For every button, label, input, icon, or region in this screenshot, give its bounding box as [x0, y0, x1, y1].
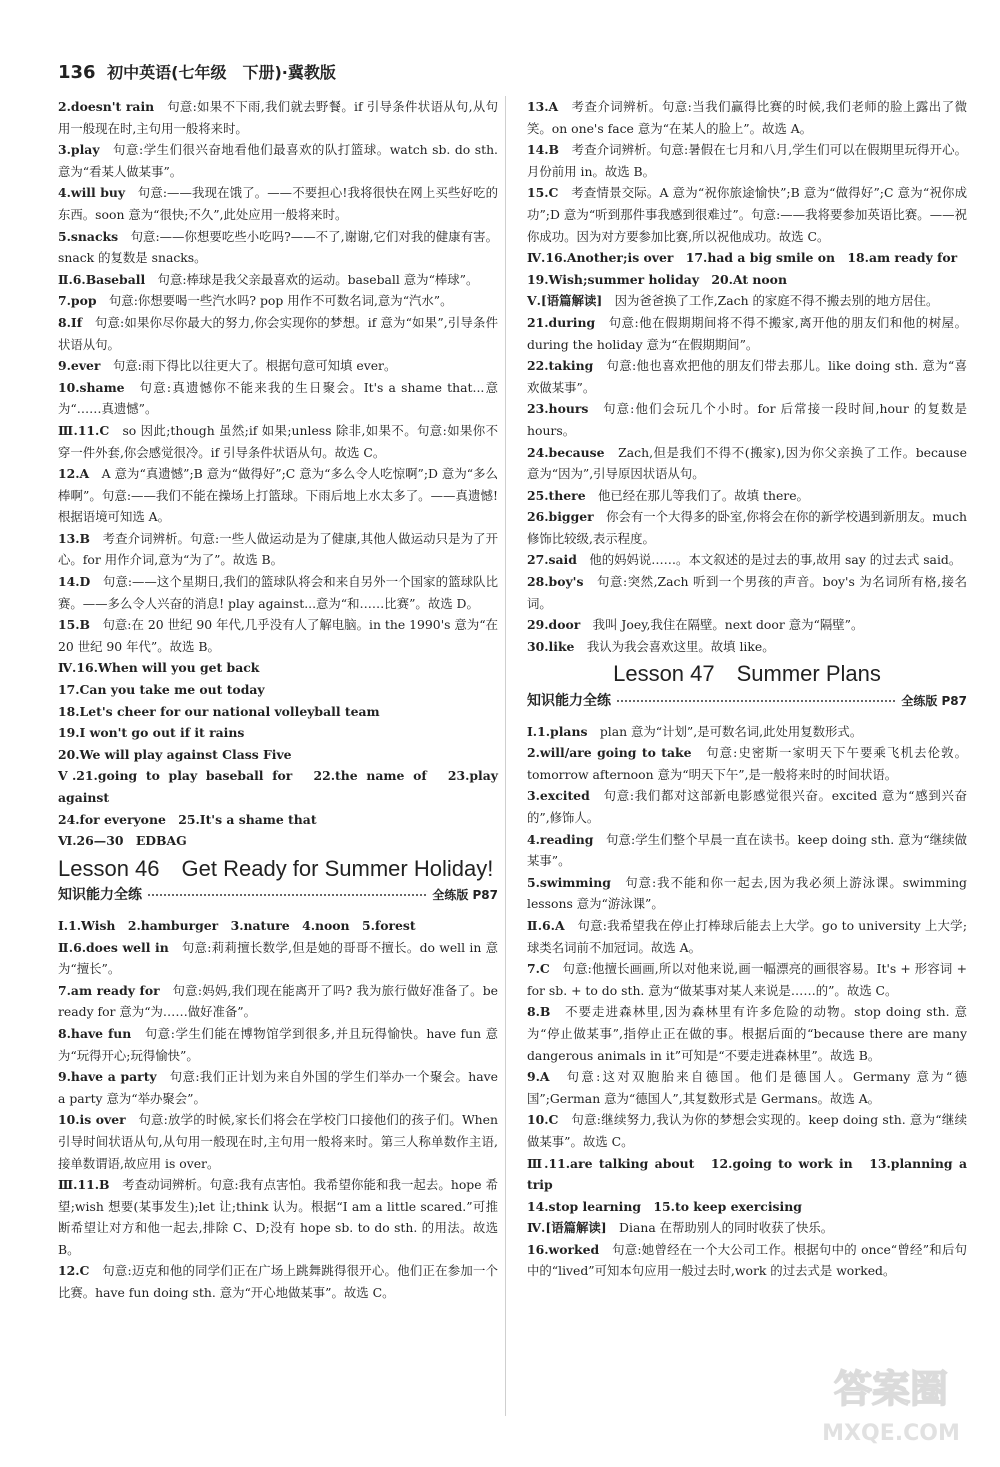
answer-key: Ⅰ.1.plans — [527, 723, 588, 739]
answer-explanation: 句意:雨下得比以往更大了。根据句意可知填 ever。 — [100, 358, 397, 374]
answer-explanation: 我叫 Joey,我住在隔壁。next door 意为“隔壁”。 — [580, 617, 864, 633]
answer-explanation: 句意:他们会玩几个小时。for 后常接一段时间,hour 的复数是 hours。 — [527, 401, 967, 438]
answer-item — [527, 872, 967, 915]
answer-key: 10.C — [527, 1112, 559, 1128]
answer-explanation: 不要走进森林里,因为森林里有许多危险的动物。stop doing sth. 意为“停止做某事”,指停止正在做的事。根据后面的“because there are many dangerous animals in it”可知是“不要走进森林里”。故选 B。 — [527, 1004, 967, 1063]
answer-key: 30.like — [527, 638, 575, 654]
lesson47-section-title: 知识能力全练 — [527, 693, 611, 710]
answer-explanation: 句意:——我现在饿了。——不要担心!我将很快在网上买些好吃的东西。soon 意为“很快;不久”,此处应用一般将来时。 — [58, 185, 498, 222]
answer-key: 18.Let's cheer for our national volleyball team — [58, 703, 380, 719]
answer-explanation: 句意:我们正计划为来自外国的学生们举办一个聚会。have a party 意为“举办聚会”。 — [58, 1069, 499, 1106]
answer-item — [527, 442, 967, 485]
answer-key: 10.is over — [58, 1112, 126, 1128]
watermark-url: MXQE.COM — [822, 1421, 960, 1446]
answer-item — [527, 1239, 967, 1282]
answer-key: 10.shame — [58, 379, 125, 395]
answer-explanation: 句意:学生们整个早晨一直在读书。keep doing sth. 意为“继续做某事”。 — [527, 831, 967, 869]
answer-item — [58, 657, 498, 679]
answer-key: 25.there — [527, 487, 586, 503]
answer-item — [58, 226, 498, 269]
answer-key: 9.ever — [58, 358, 101, 374]
answer-key: 4.will buy — [58, 185, 126, 201]
lesson46-title: Lesson 46 Get Ready for Summer Holiday! — [58, 855, 494, 881]
answer-key: 8.have fun — [58, 1025, 132, 1041]
answer-item — [58, 1066, 498, 1109]
answer-item — [527, 614, 967, 636]
answer-explanation: 句意:莉莉擅长数学,但是她的哥哥不擅长。do well in 意为“擅长”。 — [58, 939, 498, 977]
answer-item — [58, 765, 498, 808]
answer-explanation: 句意:棒球是我父亲最喜欢的运动。baseball 意为“棒球”。 — [145, 271, 479, 287]
answer-key: 3.play — [58, 142, 100, 158]
answer-item — [58, 614, 498, 657]
dotted-leader — [617, 699, 895, 702]
answer-explanation: 句意:我不能和你一起去,因为我必须上游泳课。swimming lessons 意为“游泳课”。 — [527, 874, 967, 912]
lesson47-page-ref: 全练版 P87 — [901, 694, 967, 709]
answer-item — [58, 1023, 498, 1066]
answer-key: 2.will/are going to take — [527, 745, 692, 761]
answer-explanation: 句意:他也喜欢把他的朋友们带去那儿。like doing sth. 意为“喜欢做某事”。 — [527, 358, 967, 395]
answer-item — [58, 139, 498, 182]
answer-explanation: 考查介词辨析。句意:当我们赢得比赛的时候,我们老师的脸上露出了微笑。on one's face 意为“在某人的脸上”。故选 A。 — [527, 99, 967, 136]
answer-item — [527, 829, 967, 872]
answer-item — [527, 506, 967, 549]
dotted-leader — [148, 893, 426, 896]
answer-key: 7.pop — [58, 293, 97, 309]
answer-key: Ⅲ.11.C — [58, 422, 110, 438]
answer-explanation: 句意:在 20 世纪 90 年代,几乎没有人了解电脑。in the 1990's 意为“在 20 世纪 90 年代”。故选 B。 — [58, 617, 498, 654]
lesson46-section-header — [58, 885, 498, 907]
answer-key: 13.B — [58, 530, 91, 546]
answer-item — [58, 377, 498, 420]
answer-key: 19.Wish;summer holiday 20.At noon — [527, 271, 787, 287]
answer-key: Ⅵ.26—30 EDBAG — [58, 833, 187, 849]
answer-key: 24.for everyone 25.It's a shame that — [58, 811, 317, 827]
lesson46-answers — [58, 915, 498, 1304]
answer-item — [527, 485, 967, 507]
answer-item — [58, 528, 498, 571]
answer-key: Ⅲ.11.are talking about 12.going to work in 13.planning a trip — [527, 1155, 967, 1193]
answer-item — [527, 247, 967, 269]
lesson47-answers — [527, 721, 967, 1282]
answer-key: 12.C — [58, 1263, 90, 1279]
answer-key: 22.taking — [527, 358, 594, 374]
answer-explanation: 句意:学生们能在博物馆学到很多,并且玩得愉快。have fun 意为“玩得开心;玩得愉快”。 — [58, 1025, 498, 1063]
answer-item — [527, 1001, 967, 1066]
answer-explanation: 句意:——你想要吃些小吃吗?——不了,谢谢,它们对我的健康有害。snack 的复数是 snacks。 — [58, 228, 498, 266]
answer-key: Ⅴ.21.going to play baseball for 22.the name of 23.play against — [58, 768, 498, 805]
answer-item — [527, 182, 967, 247]
answer-key: 5.swimming — [527, 874, 611, 890]
answer-explanation: 因为爸爸换了工作,Zach 的家庭不得不搬去别的地方居住。 — [602, 293, 939, 309]
answer-key: Ⅱ.6.does well in — [58, 939, 169, 955]
lesson45-answers — [58, 96, 498, 852]
answer-key: Ⅳ.16.When will you get back — [58, 660, 260, 676]
answer-item — [58, 290, 498, 312]
page-number: 136 — [58, 62, 96, 83]
answer-key: 28.boy's — [527, 574, 584, 590]
answer-key: 14.B — [527, 142, 560, 158]
answer-item — [527, 312, 967, 355]
lesson46-page-ref: 全练版 P87 — [432, 888, 498, 903]
answer-item — [58, 980, 498, 1023]
answer-item — [527, 355, 967, 398]
answer-explanation: 句意:我们都对这部新电影感觉很兴奋。excited 意为“感到兴奋的”,修饰人。 — [527, 788, 967, 825]
answer-item — [58, 182, 498, 225]
answer-item — [58, 679, 498, 701]
answer-explanation: 考查动词辨析。句意:我有点害怕。我希望你能和我一起去。hope 希望;wish 想要(某事发生);let 让;think 认为。根据“I am a little scared.”可推断希望让对方和他一起去,排除 C、D;没有 hope sb. to do sth. 的用法。故选 B。 — [58, 1177, 498, 1257]
answer-item — [58, 830, 498, 852]
answer-key: 13.A — [527, 99, 559, 114]
answer-explanation: 句意:她曾经在一个大公司工作。根据句中的 once“曾经”和后句中的“lived”可知本句应用一般过去时,work 的过去式是 worked。 — [527, 1241, 967, 1279]
answer-key: Ⅰ.1.Wish 2.hamburger 3.nature 4.noon 5.forest — [58, 917, 416, 933]
answer-key: 7.C — [527, 961, 550, 977]
answer-item — [58, 1260, 498, 1303]
answer-explanation: plan 意为“计划”,是可数名词,此处用复数形式。 — [587, 723, 863, 739]
answer-item — [58, 463, 498, 528]
answer-explanation: 句意:——这个星期日,我们的篮球队将会和来自另外一个国家的篮球队比赛。——多么令人兴奋的消息! play against...意为“和……比赛”。故选 D。 — [58, 574, 498, 611]
answer-explanation: 句意:如果不下雨,我们就去野餐。if 引导条件状语从句,从句用一般现在时,主句用一般将来时。 — [58, 99, 498, 136]
answer-key: 15.B — [58, 617, 91, 633]
answer-key: 5.snacks — [58, 228, 119, 244]
answer-item — [527, 636, 967, 658]
answer-explanation: 句意:学生们很兴奋地看他们最喜欢的队打篮球。watch sb. do sth. 意为“看某人做某事”。 — [58, 142, 498, 179]
page-header — [58, 60, 336, 83]
answer-key: 8.B — [527, 1004, 551, 1020]
answer-key: Ⅱ.6.Baseball — [58, 271, 146, 287]
answer-key: 27.said — [527, 552, 577, 568]
answer-key: 4.reading — [527, 831, 594, 847]
answer-key: 26.bigger — [527, 509, 594, 525]
answer-item — [527, 1217, 967, 1239]
answer-item — [527, 1109, 967, 1152]
answer-key: 21.during — [527, 314, 596, 330]
answer-explanation: 他的妈妈说……。本文叙述的是过去的事,故用 say 的过去式 said。 — [576, 552, 962, 568]
answer-explanation: 句意:妈妈,我们现在能离开了吗? 我为旅行做好准备了。be ready for 意为“为……做好准备”。 — [58, 982, 498, 1020]
answer-item — [527, 96, 967, 139]
answer-item — [527, 398, 967, 441]
answer-key: 29.door — [527, 617, 581, 633]
answer-key: Ⅲ.11.B — [58, 1177, 110, 1193]
answer-explanation: 考查介词辨析。句意:暑假在七月和八月,学生们可以在假期里玩得开心。月份前用 in。故选 B。 — [527, 142, 967, 179]
answer-key: 20.We will play against Class Five — [58, 746, 292, 762]
lesson46-section-title: 知识能力全练 — [58, 887, 142, 904]
answer-item — [58, 1174, 498, 1260]
answer-item — [58, 937, 498, 980]
answer-explanation: Diana 在帮助别人的同时收获了快乐。 — [606, 1220, 834, 1236]
answer-key: 14.D — [58, 574, 91, 590]
answer-key: 17.Can you take me out today — [58, 682, 265, 698]
lesson47-title: Lesson 47 Summer Plans — [613, 661, 881, 687]
answer-explanation: 句意:这对双胞胎来自德国。他们是德国人。Germany 意为“德国”;German 意为“德国人”,其复数形式是 Germans。故选 A。 — [527, 1069, 967, 1106]
lesson47-section-header — [527, 691, 967, 713]
answer-key: 9.have a party — [58, 1069, 157, 1085]
answer-item — [527, 290, 967, 312]
answer-item — [58, 915, 498, 937]
answer-item — [58, 420, 498, 463]
watermark-logo — [796, 1360, 986, 1450]
answer-key: 9.A — [527, 1069, 550, 1085]
answer-key: Ⅳ.16.Another;is over 17.had a big smile on 18.am ready for — [527, 250, 958, 266]
answer-explanation: A 意为“真遗憾”;B 意为“做得好”;C 意为“多么令人吃惊啊”;D 意为“多么棒啊”。句意:——我们不能在操场上打篮球。下雨后地上水太多了。——真遗憾! 根据语境可知选 A。 — [58, 466, 498, 525]
answer-explanation: Zach,但是我们不得不(搬家),因为你父亲换了工作。because 意为“因为”,引导原因状语从句。 — [527, 444, 967, 482]
answer-key: Ⅳ.[语篇解读] — [527, 1220, 607, 1236]
answer-item — [527, 915, 967, 958]
left-column — [58, 96, 498, 1304]
column-divider — [505, 96, 506, 1416]
answer-item — [58, 701, 498, 723]
answer-key: 3.excited — [527, 788, 590, 804]
answer-explanation: 我认为我会喜欢这里。故填 like。 — [574, 638, 775, 654]
answer-item — [58, 809, 498, 831]
answer-explanation: 句意:真遗憾你不能来我的生日聚会。It's a shame that...意为“……真遗憾”。 — [58, 379, 498, 417]
answer-explanation: 考查情景交际。A 意为“祝你旅途愉快”;B 意为“做得好”;C 意为“祝你成功”;D 意为“听到那件事我感到很难过”。句意:——我将要参加英语比赛。——祝你成功。因为对方要参加比赛,所以祝他成功。故选 C。 — [527, 185, 967, 244]
answer-item — [58, 722, 498, 744]
answer-key: Ⅴ.[语篇解读] — [527, 293, 603, 309]
answer-explanation: 句意:如果你尽你最大的努力,你会实现你的梦想。if 意为“如果”,引导条件状语从句。 — [58, 314, 498, 352]
answer-explanation: 句意:突然,Zach 听到一个男孩的声音。boy's 为名词所有格,接名词。 — [527, 574, 967, 611]
answer-key: 2.doesn't rain — [58, 99, 155, 114]
answer-item — [527, 571, 967, 614]
answer-explanation: 句意:放学的时候,家长们将会在学校门口接他们的孩子们。When 引导时间状语从句,从句用一般现在时,主句用一般将来时。第三人称单数作主语,接单数谓语,故应用 is over。 — [58, 1112, 498, 1171]
answer-item — [58, 269, 498, 291]
answer-explanation: 句意:迈克和他的同学们正在广场上跳舞跳得很开心。他们正在参加一个比赛。have fun doing sth. 意为“开心地做某事”。故选 C。 — [58, 1263, 498, 1301]
answer-key: 24.because — [527, 444, 605, 460]
answer-explanation: 他已经在那儿等我们了。故填 there。 — [585, 487, 809, 503]
answer-key: 15.C — [527, 185, 559, 201]
answer-key: 23.hours — [527, 401, 589, 417]
answer-item — [58, 744, 498, 766]
watermark-text: 答案圈 — [833, 1367, 949, 1411]
answer-explanation: 句意:继续努力,我认为你的梦想会实现的。keep doing sth. 意为“继续做某事”。故选 C。 — [527, 1112, 967, 1149]
answer-explanation: 句意:我希望我在停止打棒球后能去上大学。go to university 上大学;球类名词前不加冠词。故选 A。 — [527, 917, 967, 955]
answer-key: 16.worked — [527, 1241, 600, 1257]
answer-explanation: 句意:他擅长画画,所以对他来说,画一幅漂亮的画很容易。It's + 形容词 + for sb. + to do sth. 意为“做某事对某人来说是……的”。故选 C。 — [527, 961, 967, 998]
answer-explanation: 句意:史密斯一家明天下午要乘飞机去伦敦。tomorrow afternoon 意为“明天下午”,是一般将来时的时间状语。 — [527, 745, 967, 782]
answer-item — [527, 958, 967, 1001]
answer-explanation: 句意:他在假期期间将不得不搬家,离开他的朋友们和他的树屋。during the holiday 意为“在假期期间”。 — [527, 314, 967, 352]
answer-item — [58, 571, 498, 614]
answer-key: 19.I won't go out if it rains — [58, 725, 245, 741]
answer-key: Ⅱ.6.A — [527, 917, 565, 933]
answer-item — [527, 742, 967, 785]
answer-key: 8.If — [58, 314, 83, 330]
book-title: 初中英语(七年级 下册)·冀教版 — [107, 63, 336, 82]
right-column — [527, 96, 967, 1282]
answer-key: 7.am ready for — [58, 982, 160, 998]
answer-item — [527, 269, 967, 291]
answer-item — [527, 1196, 967, 1218]
answer-item — [58, 1109, 498, 1174]
answer-key: 12.A — [58, 466, 90, 482]
lesson46-answers-continued — [527, 96, 967, 657]
answer-item — [527, 549, 967, 571]
answer-explanation: so 因此;though 虽然;if 如果;unless 除非,如果不。句意:如果你不穿一件外套,你会感觉很冷。if 引导条件状语从句。故选 C。 — [58, 422, 498, 460]
answer-explanation: 句意:你想要喝一些汽水吗? pop 用作不可数名词,意为“汽水”。 — [96, 293, 453, 309]
answer-item — [527, 721, 967, 743]
answer-item — [58, 355, 498, 377]
answer-explanation: 你会有一个大得多的卧室,你将会在你的新学校遇到新朋友。much 修饰比较级,表示程度。 — [527, 509, 967, 546]
answer-key: 14.stop learning 15.to keep exercising — [527, 1198, 802, 1214]
answer-item — [527, 1066, 967, 1109]
answer-item — [58, 312, 498, 355]
answer-item — [527, 785, 967, 828]
answer-item — [58, 96, 498, 139]
answer-explanation: 考查介词辨析。句意:一些人做运动是为了健康,其他人做运动只是为了开心。for 用作介词,意为“为了”。故选 B。 — [58, 530, 498, 568]
answer-item — [527, 1153, 967, 1196]
answer-item — [527, 139, 967, 182]
